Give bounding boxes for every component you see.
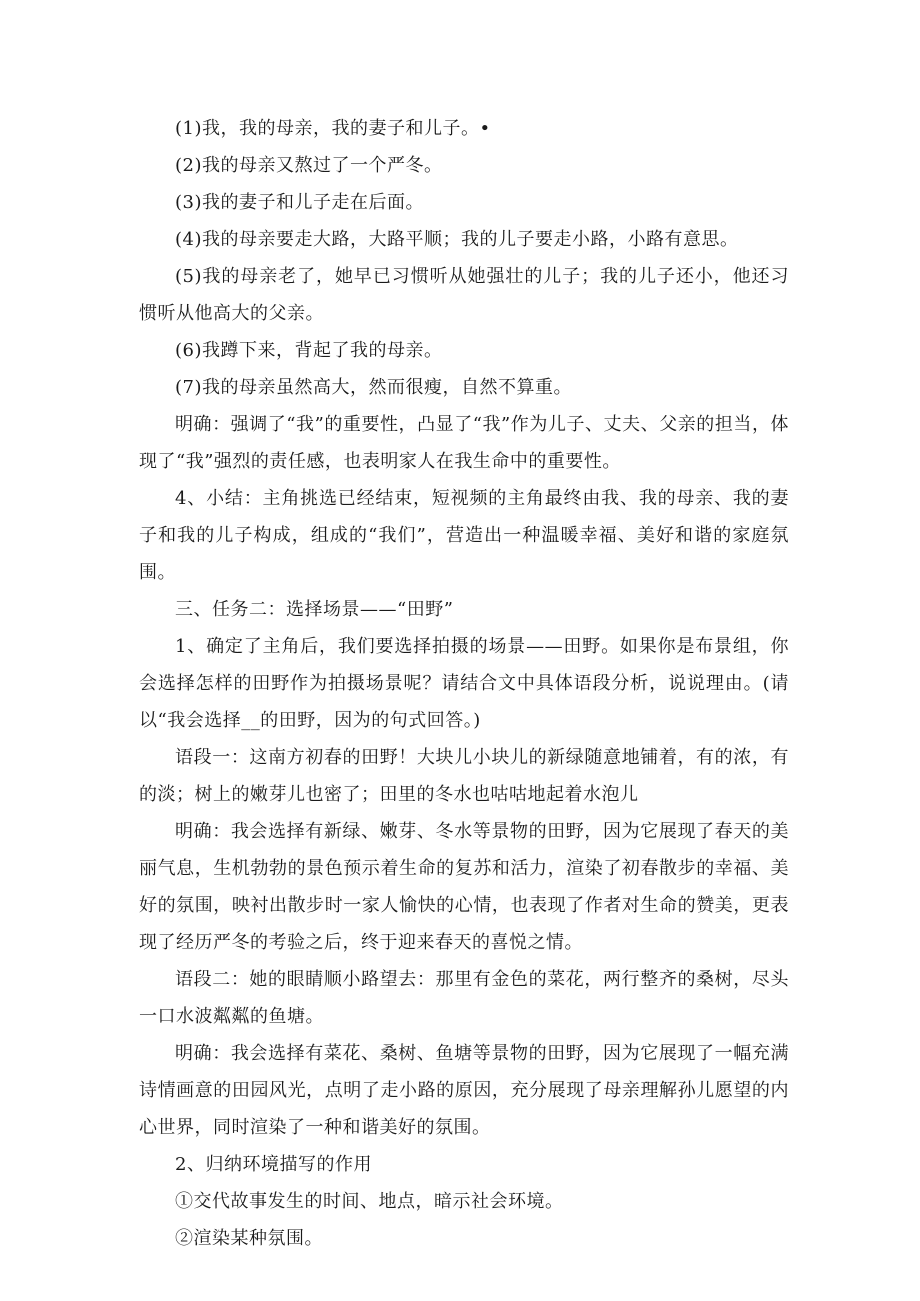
document-body	[139, 110, 789, 1257]
paragraph: (2)我的母亲又熬过了一个严冬。	[175, 155, 443, 176]
paragraph: 语段二：她的眼睛顺小路望去：那里有金色的菜花，两行整齐的桑树，尽头一口水波粼粼的鱼塘。	[139, 969, 789, 1027]
paragraph: ②渲染某种氛围。	[175, 1228, 323, 1249]
paragraph: (4)我的母亲要走大路，大路平顺；我的儿子要走小路，小路有意思。	[175, 229, 739, 250]
paragraph: 明确：我会选择有新绿、嫩芽、冬水等景物的田野，因为它展现了春天的美丽气息，生机勃勃的景色预示着生命的复苏和活力，渲染了初春散步的幸福、美好的氛围，映衬出散步时一家人愉快的心情，也表现了作者对生命的赞美，更表现了经历严冬的考验之后，终于迎来春天的喜悦之情。	[139, 821, 789, 953]
paragraph: (1)我，我的母亲，我的妻子和儿子。•	[175, 118, 491, 139]
section-heading: 三、任务二：选择场景——“田野”	[175, 599, 454, 620]
paragraph: 4、小结：主角挑选已经结束，短视频的主角最终由我、我的母亲、我的妻子和我的儿子构成，组成的“我们”，营造出一种温暖幸福、美好和谐的家庭氛围。	[139, 488, 789, 583]
paragraph: (3)我的妻子和儿子走在后面。	[175, 192, 424, 213]
paragraph: (6)我蹲下来，背起了我的母亲。	[175, 340, 443, 361]
paragraph: 2、归纳环境描写的作用	[175, 1154, 372, 1175]
paragraph: 语段一：这南方初春的田野！大块儿小块儿的新绿随意地铺着，有的浓，有的淡；树上的嫩芽儿也密了；田里的冬水也咕咕地起着水泡儿	[139, 747, 789, 805]
paragraph: ①交代故事发生的时间、地点，暗示社会环境。	[175, 1191, 564, 1212]
paragraph: (5)我的母亲老了，她早已习惯听从她强壮的儿子；我的儿子还小，他还习惯听从他高大的父亲。	[139, 266, 789, 324]
paragraph: (7)我的母亲虽然高大，然而很瘦，自然不算重。	[175, 377, 572, 398]
paragraph: 明确：我会选择有菜花、桑树、鱼塘等景物的田野，因为它展现了一幅充满诗情画意的田园风光，点明了走小路的原因，充分展现了母亲理解孙儿愿望的内心世界，同时渲染了一种和谐美好的氛围。	[139, 1043, 789, 1138]
paragraph: 1、确定了主角后，我们要选择拍摄的场景——田野。如果你是布景组，你会选择怎样的田野作为拍摄场景呢？请结合文中具体语段分析，说说理由。(请以“我会选择__的田野，因为的句式回答。)	[139, 636, 789, 731]
paragraph: 明确：强调了“我”的重要性，凸显了“我”作为儿子、丈夫、父亲的担当，体现了“我”强烈的责任感，也表明家人在我生命中的重要性。	[139, 414, 789, 472]
